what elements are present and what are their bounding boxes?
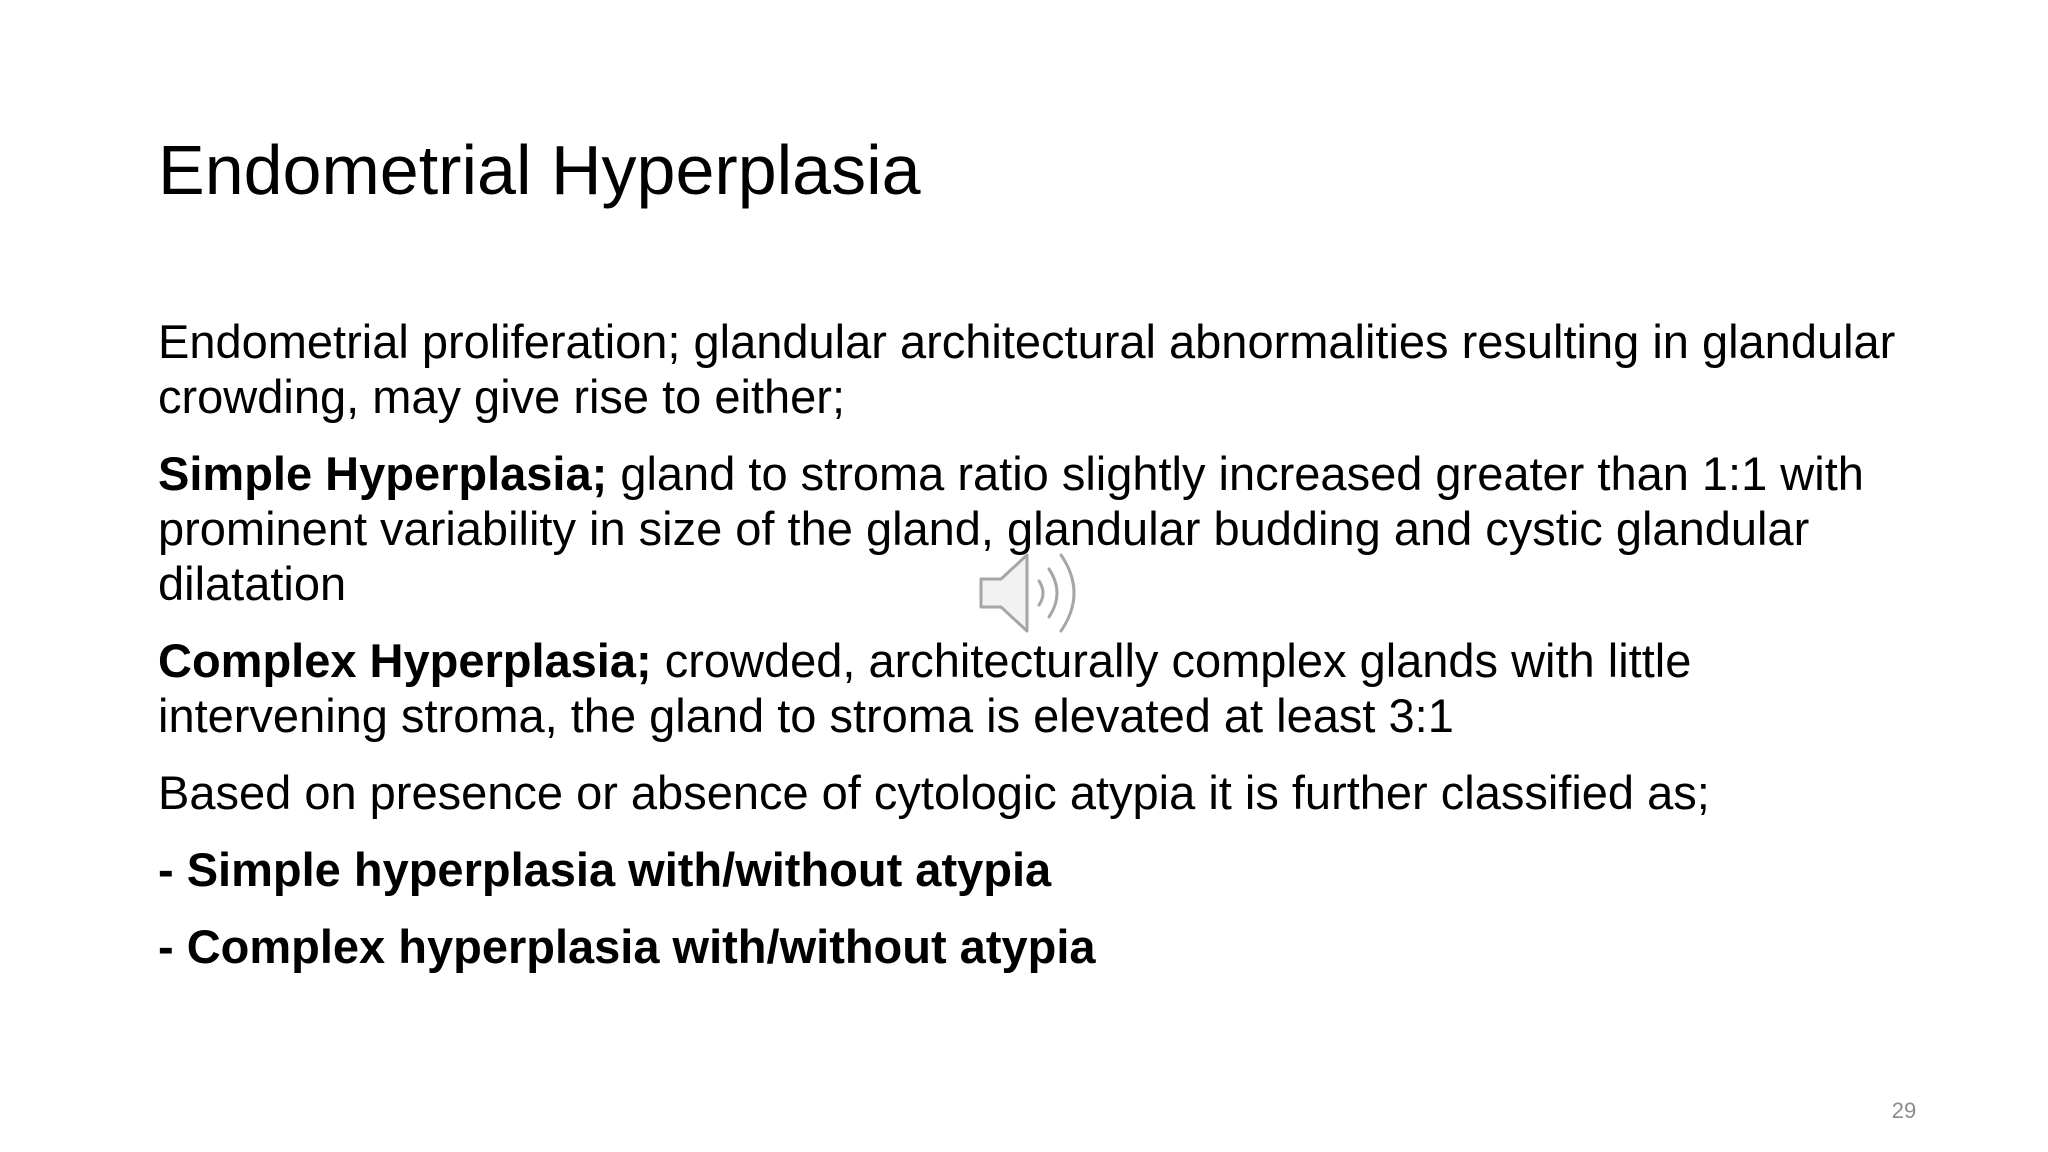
complex-hyperplasia-paragraph: [158, 633, 1898, 743]
page-number: 29: [1891, 1098, 1917, 1123]
slide-title: Endometrial Hyperplasia: [158, 131, 921, 209]
complex-hyperplasia-term: Complex Hyperplasia;: [158, 634, 652, 687]
intro-paragraph: Endometrial proliferation; glandular architectural abnormalities resulting in glandular crowding, may give rise to either;: [158, 315, 1896, 423]
complex-hyperplasia-text: crowded, architecturally complex glands with little intervening stroma, the gland to stroma is elevated at least 3:1: [158, 634, 1692, 742]
classification-paragraph: Based on presence or absence of cytologic atypia it is further classified as;: [158, 766, 1710, 819]
simple-hyperplasia-text: gland to stroma ratio slightly increased greater than 1:1 with prominent variability in size of the gland, glandular budding and cystic glandular dilatation: [158, 447, 1864, 610]
speaker-icon[interactable]: [975, 543, 1095, 643]
slide-body: [158, 314, 1898, 996]
bullet-complex: - Complex hyperplasia with/without atypia: [158, 920, 1096, 973]
simple-hyperplasia-term: Simple Hyperplasia;: [158, 447, 608, 500]
bullet-simple: - Simple hyperplasia with/without atypia: [158, 843, 1052, 896]
